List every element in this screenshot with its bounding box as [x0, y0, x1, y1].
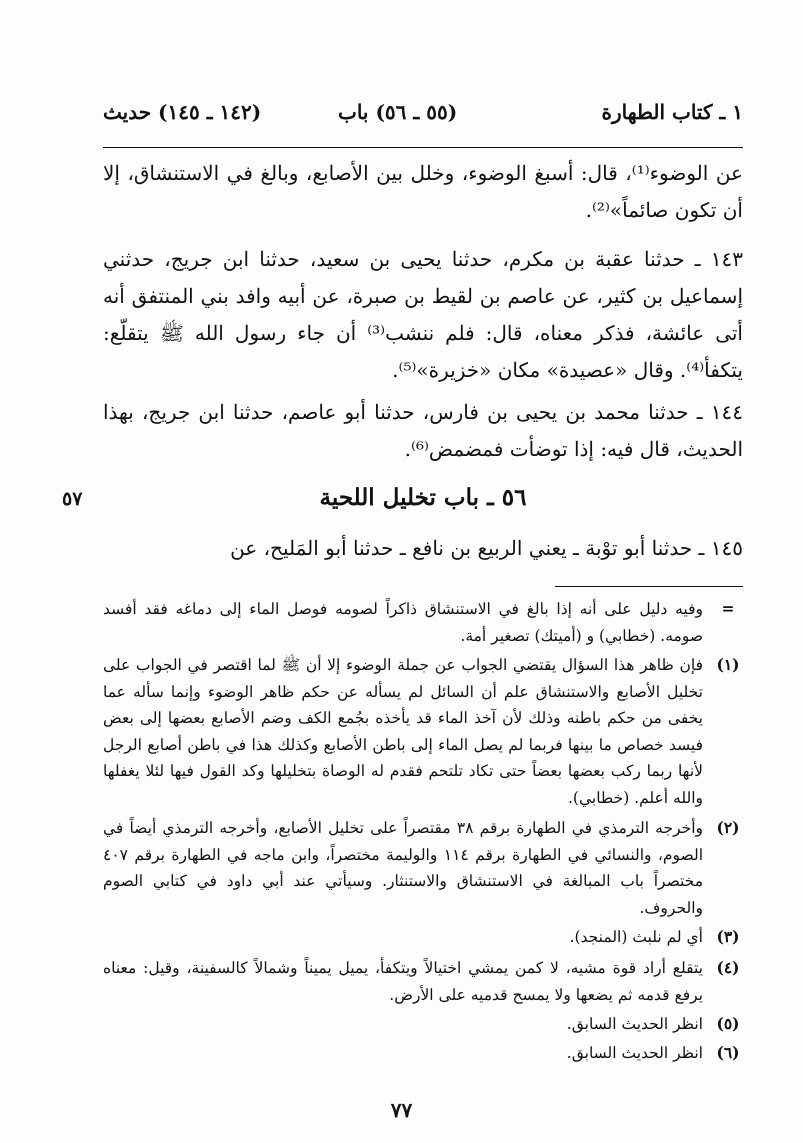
footnote-mark: (٢) — [716, 818, 740, 837]
footnote-6 — [103, 1040, 743, 1067]
hadith-144: ١٤٤ ـ حدثنا محمد بن يحيى بن فارس، حدثنا أبو عاصم، حدثنا ابن جريج، بهذا الحديث، قال فيه: إذا توضأت فمضمض⁽⁶⁾. — [103, 400, 743, 461]
footnote-2 — [103, 815, 743, 921]
footnote-text: أي لم نلبث (المنجد). — [569, 928, 703, 946]
paragraph-continuation: عن الوضوء⁽¹⁾، قال: أسبغ الوضوء، وخلل بين الأصابع، وبالغ في الاستنشاق، إلا أن تكون صائماً»⁽²⁾. — [103, 161, 743, 222]
footnote-text: وفيه دليل على أنه إذا بالغ في الاستنشاق ذاكراً لصومه فوصل الماء إلى دماغه فقد أفسد صومه. (خطابي) و (أميتك) تصغير أمة. — [103, 600, 703, 645]
footnote-mark: (٥) — [716, 1014, 740, 1033]
footnote-3 — [103, 924, 743, 951]
footnote-mark: (٤) — [716, 958, 740, 977]
footnote-mark: = — [721, 599, 735, 618]
footnote-text: انظر الحديث السابق. — [566, 1015, 703, 1033]
hadith-145: ١٤٥ ـ حدثنا أبو توْبة ـ يعني الربيع بن نافع ـ حدثنا أبو المَليح، عن — [230, 536, 743, 560]
footnote-4 — [103, 955, 743, 1008]
footnote-1 — [103, 652, 743, 811]
footnote-continued — [103, 596, 743, 649]
footnote-text: وأخرجه الترمذي في الطهارة برقم ٣٨ مقتصراً على تخليل الأصابع، وأخرجه الترمذي أيضاً في الصوم، والنسائي في الطهارة برقم ١١٤ والوليمة مختصراً، وابن ماجه في الطهارة برقم ٤٠٧ مختصراً باب المبالغة في الاستنشاق والاستنثار. وسيأتي عند أبي داود في كتابي الصوم والحروف. — [103, 819, 704, 917]
footnote-mark: (٦) — [716, 1043, 740, 1062]
footnote-text: يتقلع أراد قوة مشيه، لا كمن يمشي اختيالاً ويتكفأ، يميل يميناً وشمالاً كالسفينة، وقيل: معناه يرفع قدمه ثم يضعها ولا يمسح قدميه على الأرض. — [103, 959, 703, 1004]
margin-number: ٥٧ — [62, 488, 83, 510]
page-number: ٧٧ — [390, 1098, 413, 1122]
footnote-text: فإن ظاهر هذا السؤال يقتضي الجواب عن جملة الوضوء إلا أن ﷺ لما اقتصر في الجواب على تخليل الأصابع والاستنشاق علم أن السائل لم يسأله عن حكم ظاهر الوضوء وإنما سأله عما يخفى من حكم باطنه وذلك لأن آخذ الماء قد يأخذه بجُمع الكف وضم الأصابع بعضها إلى بعض فيسد خصاص ما بينها فربما لم يصل الماء إلى باطن الأصابع وكذلك هذا في باطن أصابع الرجل لأنها ربما ركب بعضها بعضاً حتى تكاد تلتحم فقدم له الوصاة بتخليلها وكد القول فيها لئلا يغفلها والله أعلم. (خطابي). — [103, 656, 703, 807]
footnote-mark: (١) — [716, 655, 740, 674]
header-chapter-range: (٥٥ ـ ٥٦) باب — [338, 100, 458, 124]
header-divider — [103, 147, 743, 148]
footnote-text: انظر الحديث السابق. — [566, 1044, 703, 1062]
footnote-5 — [103, 1011, 743, 1038]
section-title: ٥٦ ـ باب تخليل اللحية — [319, 484, 527, 511]
header-hadith-range: (١٤٢ ـ ١٤٥) حديث — [103, 100, 262, 124]
hadith-143: ١٤٣ ـ حدثنا عقبة بن مكرم، حدثنا يحيى بن سعيد، حدثنا ابن جريج، حدثني إسماعيل بن كثير، عن عاصم بن لقيط بن صبرة، عن أبيه وافد بني المنتفق أنه أتى عائشة، فذكر معناه، قال: فلم ننشب⁽³⁾ أن جاء رسول الله ﷺ يتقلّع: يتكفأ⁽⁴⁾. وقال «عصيدة» مكان «خزيرة»⁽⁵⁾. — [103, 247, 743, 382]
footnote-divider — [555, 586, 743, 587]
footnote-mark: (٣) — [716, 927, 740, 946]
header-book-title: ١ ـ كتاب الطهارة — [601, 100, 743, 124]
